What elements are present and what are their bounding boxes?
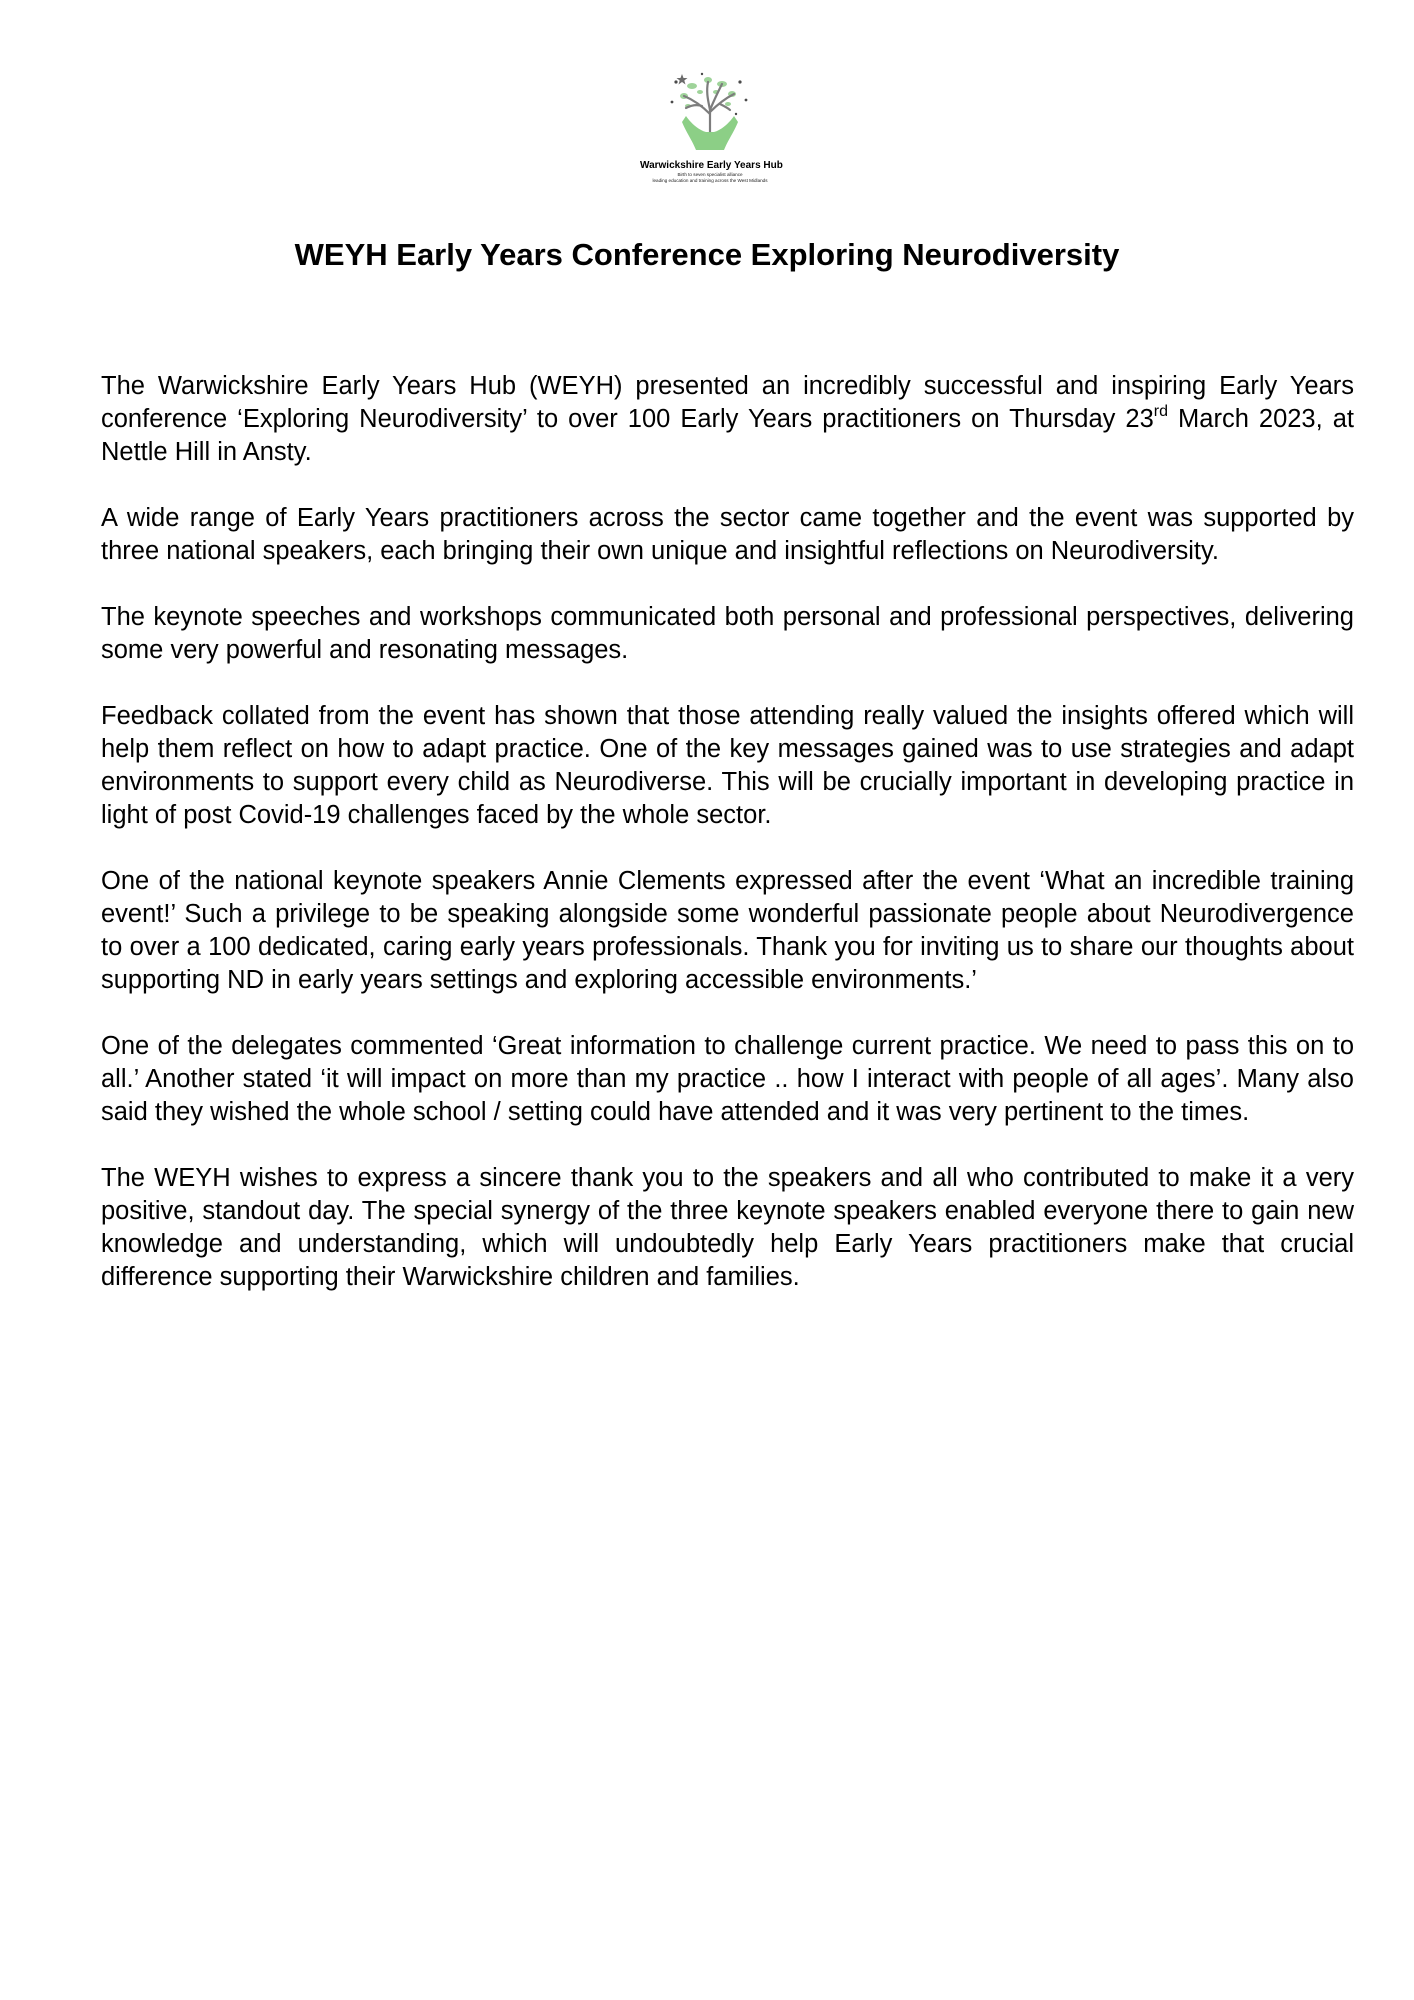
ordinal-suffix: rd (1153, 402, 1169, 420)
paragraph-keynotes: The keynote speeches and workshops communicated both personal and professional perspectives, delivering some very powerful and resonating messages. (101, 603, 1354, 664)
paragraph-intro-text: The Warwickshire Early Years Hub (WEYH) presented an incredibly successful and inspiring Early Years conference ‘Exploring Neurodiversity’ to over 100 Early Years practitioners on Thursday 23 (101, 372, 1354, 433)
logo-subtitle-line-2: leading education and training across the West Midlands (652, 177, 768, 183)
tree-hands-logo-icon (662, 70, 758, 158)
paragraph-feedback: Feedback collated from the event has shown that those attending really valued the insights offered which will help them reflect on how to adapt practice. One of the key messages gained was to use strategies and adapt environments to support every child as Neurodiverse. This will be crucially important in developing practice in light of post Covid-19 challenges faced by the whole sector. (101, 702, 1354, 829)
document-body (101, 370, 1354, 1327)
logo-subtitle-line-1: Birth to seven specialist alliance (677, 172, 743, 177)
logo-title: Warwickshire Early Years Hub (640, 160, 783, 171)
paragraph-intro-text-end: March 2023, at Nettle Hill in Ansty. (101, 405, 1354, 466)
paragraph-speaker-quote: One of the national keynote speakers Annie Clements expressed after the event ‘What an incredible training event!’ Such a privilege to be speaking alongside some wonderful passionate people about Neurodivergence to over a 100 dedicated, caring early years professionals. Thank you for inviting us to share our thoughts about supporting ND in early years settings and exploring accessible environments.’ (101, 867, 1354, 994)
paragraph-intro (101, 370, 1354, 469)
paragraph-delegate-comments: One of the delegates commented ‘Great information to challenge current practice. We need to pass this on to all.’ Another stated ‘it will impact on more than my practice .. how I interact with people of all ages’. Many also said they wished the whole school / setting could have attended and it was very pertinent to the times. (101, 1032, 1354, 1126)
paragraph-thanks: The WEYH wishes to express a sincere thank you to the speakers and all who contributed to make it a very positive, standout day. The special synergy of the three keynote speakers enabled everyone there to gain new knowledge and understanding, which will undoubtedly help Early Years practitioners make that crucial difference supporting their Warwickshire children and families. (101, 1164, 1354, 1291)
document-title: WEYH Early Years Conference Exploring Neurodiversity (294, 237, 1120, 272)
organisation-logo (640, 70, 783, 196)
paragraph-speakers: A wide range of Early Years practitioners across the sector came together and the event was supported by three national speakers, each bringing their own unique and insightful reflections on Neurodiversity. (101, 504, 1354, 565)
